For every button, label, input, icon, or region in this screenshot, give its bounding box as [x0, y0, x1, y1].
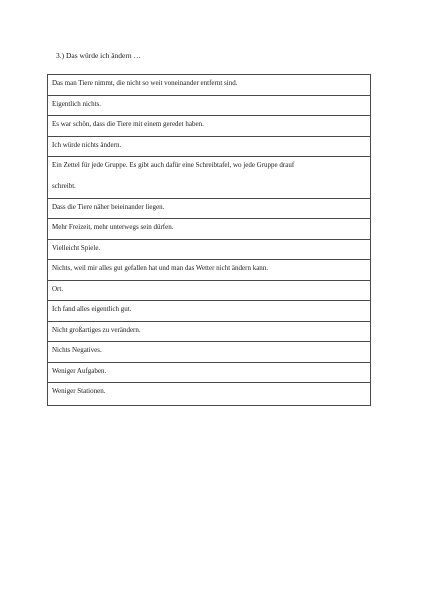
table-row: Eigentlich nichts.	[48, 96, 370, 117]
table-row: Das man Tiere nimmt, die nicht so weit voneinander entfernt sind.	[48, 75, 370, 96]
table-row: Weniger Aufgaben.	[48, 363, 370, 384]
section-heading: 3.) Das würde ich ändern …	[56, 51, 141, 60]
table-row: Nichts, weil mir alles gut gefallen hat und man das Wetter nicht ändern kann.	[48, 260, 370, 281]
answer-table	[47, 74, 371, 406]
table-row: Nichts Negatives.	[48, 342, 370, 363]
table-row: Ich fand alles eigentlich gut.	[48, 301, 370, 322]
table-row: Vielleicht Spiele.	[48, 240, 370, 261]
table-row: Ort.	[48, 281, 370, 302]
table-row: Nicht großartiges zu verändern.	[48, 322, 370, 343]
table-row: Es war schön, dass die Tiere mit einem geredet haben.	[48, 116, 370, 137]
table-row	[48, 157, 370, 199]
table-row: Mehr Freizeit, mehr unterwegs sein dürfen.	[48, 219, 370, 240]
table-row: Weniger Stationen.	[52, 387, 106, 395]
row-text-line2: schreibt.	[52, 182, 76, 190]
table-row: Dass die Tiere näher beieinander liegen.	[48, 199, 370, 220]
row-text-line1: Ein Zettel für jede Gruppe. Es gibt auch dafür eine Schreibtafel, wo jede Gruppe drauf	[52, 161, 295, 169]
table-row: Ich würde nichts ändern.	[48, 137, 370, 158]
